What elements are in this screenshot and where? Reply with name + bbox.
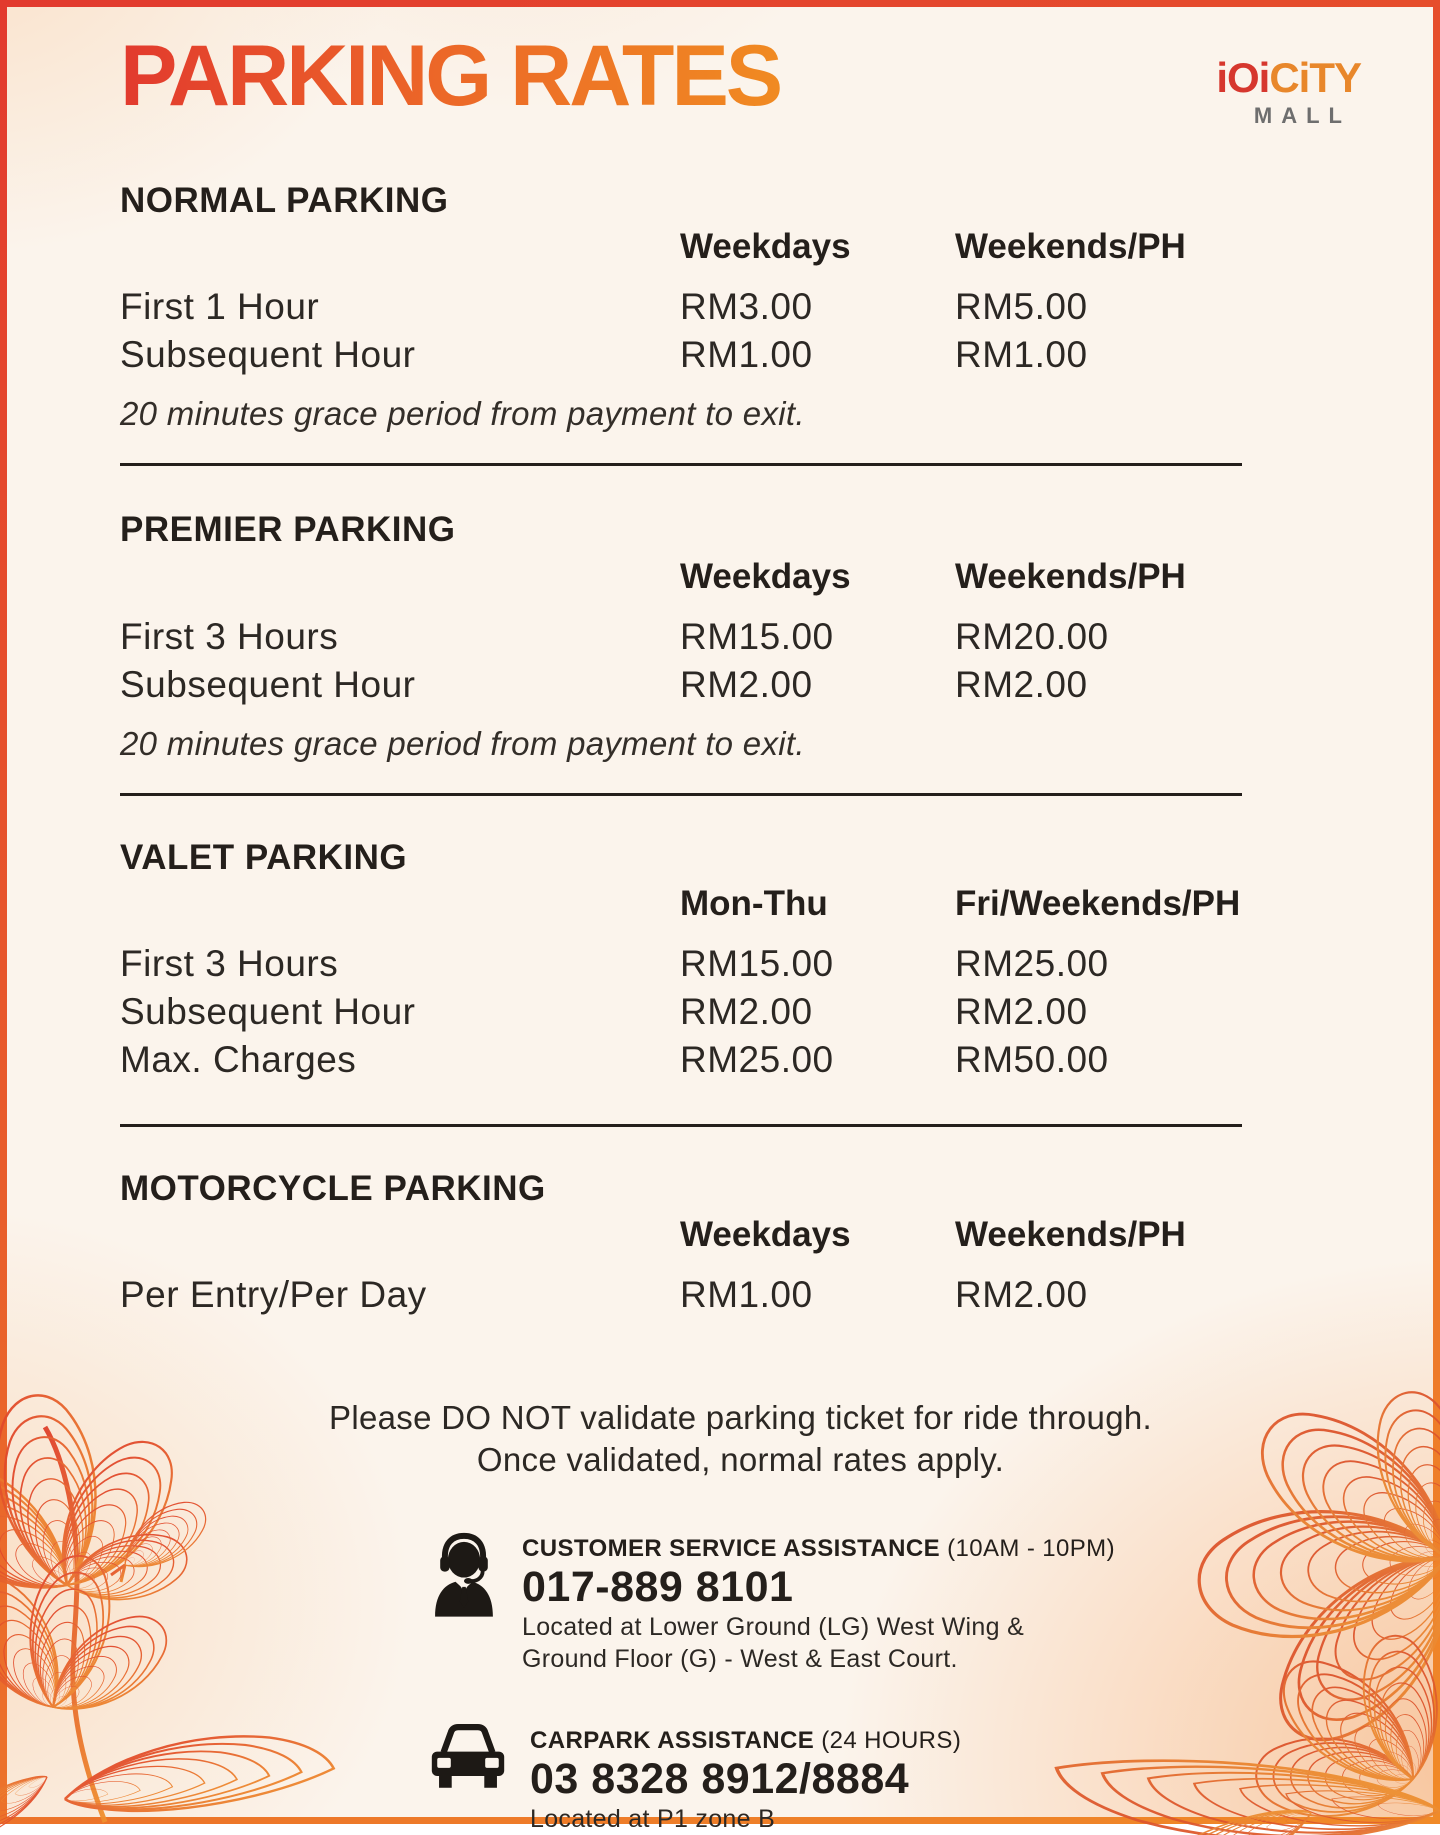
- logo-subtitle-mall: MALL: [1253, 103, 1351, 128]
- row-label: First 3 Hours: [120, 615, 339, 657]
- customer-service-contact: [430, 1533, 1361, 1675]
- poster-page: [7, 7, 1433, 1834]
- section-heading: PREMIER PARKING: [120, 510, 456, 550]
- carpark-assistance-details: [530, 1725, 961, 1835]
- row-label: Subsequent Hour: [120, 990, 416, 1032]
- column-header-weekdays: Weekdays: [680, 227, 851, 267]
- column-header-weekdays: Weekdays: [680, 1215, 851, 1254]
- section-divider: [120, 1124, 1242, 1127]
- rate-value: RM2.00: [680, 990, 813, 1032]
- column-header-weekdays: Weekdays: [680, 556, 851, 596]
- rate-value: RM5.00: [955, 286, 1088, 328]
- row-label: First 3 Hours: [120, 942, 339, 984]
- rates-table: [120, 1215, 1361, 1319]
- grace-period-note: 20 minutes grace period from payment to exit.: [120, 395, 805, 433]
- contact-title-label: CARPARK ASSISTANCE: [530, 1727, 815, 1755]
- rate-value: RM20.00: [955, 615, 1109, 657]
- rate-value: RM15.00: [680, 615, 834, 657]
- rate-value: RM2.00: [680, 663, 813, 705]
- section-valet-parking: [120, 838, 1361, 1127]
- column-header-fri-weekends: Fri/Weekends/PH: [955, 883, 1241, 923]
- contact-location-line1: Located at P1 zone B: [530, 1805, 776, 1834]
- contact-location-line2: Ground Floor (G) - West & East Court.: [522, 1645, 958, 1674]
- headset-agent-icon: [430, 1533, 498, 1617]
- rate-value: RM1.00: [955, 334, 1088, 376]
- customer-service-details: [522, 1533, 1115, 1675]
- section-divider: [120, 793, 1242, 796]
- section-normal-parking: [120, 181, 1361, 466]
- row-label: Max. Charges: [120, 1038, 357, 1080]
- row-label: First 1 Hour: [120, 286, 320, 328]
- poster-content: [7, 7, 1433, 1835]
- contact-hours: (24 HOURS): [821, 1727, 962, 1755]
- logo-wordmark: [1216, 54, 1361, 101]
- contact-title: [530, 1727, 961, 1755]
- section-heading: VALET PARKING: [120, 837, 408, 877]
- column-header-weekends: Weekends/PH: [955, 556, 1186, 596]
- rate-value: RM2.00: [955, 1274, 1088, 1315]
- section-motorcycle-parking: [120, 1169, 1361, 1319]
- rate-value: RM1.00: [680, 1274, 813, 1315]
- rate-value: RM2.00: [955, 990, 1088, 1032]
- rates-table: [120, 557, 1361, 709]
- rates-table: [120, 227, 1361, 379]
- row-label: Per Entry/Per Day: [120, 1274, 427, 1315]
- rate-value: RM25.00: [955, 942, 1109, 984]
- rate-value: RM15.00: [680, 942, 834, 984]
- carpark-assistance-contact: [430, 1725, 1361, 1835]
- validation-notice-line2: Once validated, normal rates apply.: [476, 1441, 1005, 1478]
- column-header-mon-thu: Mon-Thu: [680, 883, 828, 923]
- contact-title: [522, 1535, 1115, 1563]
- section-premier-parking: [120, 510, 1361, 795]
- contact-title-label: CUSTOMER SERVICE ASSISTANCE: [522, 1535, 940, 1562]
- contact-phone: 017-889 8101: [522, 1563, 794, 1611]
- contact-phone: 03 8328 8912/8884: [530, 1755, 910, 1804]
- rate-value: RM3.00: [680, 286, 813, 328]
- ioi-city-mall-logo: [1216, 54, 1361, 129]
- grace-period-note: 20 minutes grace period from payment to exit.: [120, 724, 805, 762]
- validation-notice: [120, 1397, 1361, 1481]
- section-heading: MOTORCYCLE PARKING: [120, 1168, 546, 1208]
- validation-notice-line1: Please DO NOT validate parking ticket for ride through.: [329, 1399, 1152, 1436]
- section-divider: [120, 463, 1242, 466]
- car-icon: [430, 1725, 506, 1789]
- rate-value: RM25.00: [680, 1038, 834, 1080]
- contact-hours: (10AM - 10PM): [947, 1535, 1115, 1562]
- rate-value: RM50.00: [955, 1038, 1109, 1080]
- column-header-weekends: Weekends/PH: [955, 1215, 1186, 1254]
- section-heading: NORMAL PARKING: [120, 181, 449, 220]
- rate-value: RM2.00: [955, 663, 1088, 705]
- header: [120, 28, 1361, 129]
- row-label: Subsequent Hour: [120, 663, 416, 705]
- rates-table: [120, 884, 1361, 1084]
- logo-part-city: CiTY: [1269, 54, 1361, 101]
- column-header-weekends: Weekends/PH: [955, 227, 1186, 267]
- rate-value: RM1.00: [680, 334, 813, 376]
- page-title: PARKING RATES: [120, 28, 781, 124]
- row-label: Subsequent Hour: [120, 334, 416, 376]
- logo-part-ioi: iOi: [1216, 54, 1270, 101]
- contact-location-line1: Located at Lower Ground (LG) West Wing &: [522, 1613, 1025, 1642]
